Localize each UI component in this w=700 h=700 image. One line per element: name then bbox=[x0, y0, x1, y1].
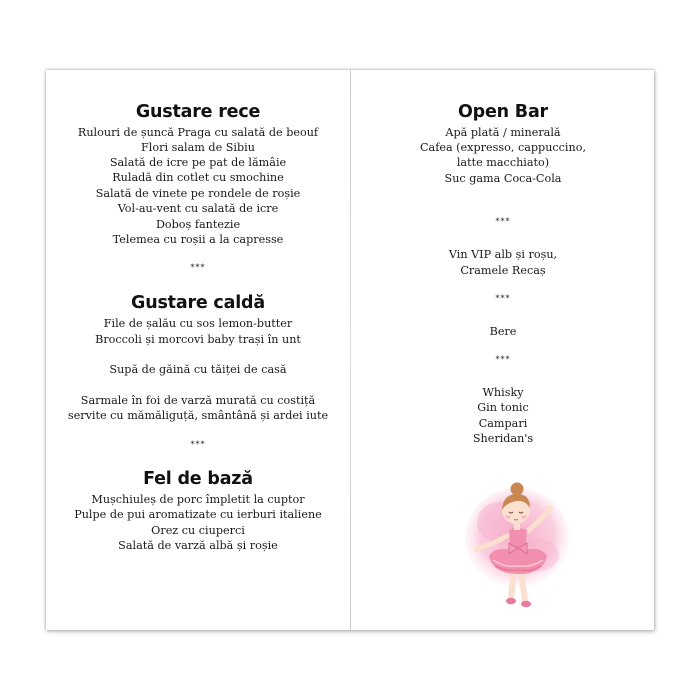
menu-item: Sarmale în foi de varză murată cu costiță bbox=[80, 394, 316, 407]
drink-item: Apă plată / minerală bbox=[445, 126, 561, 139]
menu-item: Supă de găină cu tăiței de casă bbox=[109, 363, 287, 376]
menu-item: Vol-au-vent cu salată de icre bbox=[117, 202, 279, 215]
menu-card bbox=[46, 70, 654, 630]
menu-item: Salată de icre pe pat de lămâie bbox=[109, 156, 287, 169]
separator: *** bbox=[190, 263, 206, 272]
menu-item: Pulpe de pui aromatizate cu ierburi italiene bbox=[74, 508, 322, 521]
left-page bbox=[46, 70, 350, 630]
menu-item: Ruladă din cotlet cu smochine bbox=[112, 171, 284, 184]
section-title-cold-appetizers: Gustare rece bbox=[135, 102, 261, 122]
drink-item: latte macchiato) bbox=[456, 156, 550, 169]
drink-item: Whisky bbox=[482, 386, 524, 399]
drink-item: Campari bbox=[478, 417, 528, 430]
section-title-open-bar: Open Bar bbox=[457, 102, 548, 122]
menu-item: File de șalău cu sos lemon-butter bbox=[103, 317, 293, 330]
drink-item: Gin tonic bbox=[477, 401, 529, 414]
drink-item: Cramele Recaș bbox=[460, 264, 546, 277]
menu-item: Telemea cu roșii a la capresse bbox=[112, 233, 284, 246]
menu-item: servite cu mămăliguță, smântână și ardei iute bbox=[67, 409, 329, 422]
separator: *** bbox=[495, 217, 511, 226]
drink-item: Suc gama Coca-Cola bbox=[444, 172, 562, 185]
section-title-main-course: Fel de bază bbox=[143, 469, 253, 489]
menu-item: Flori salam de Sibiu bbox=[141, 141, 255, 154]
menu-item: Orez cu ciuperci bbox=[151, 524, 245, 537]
ballerina-illustration bbox=[459, 470, 569, 620]
drink-item: Bere bbox=[489, 325, 517, 338]
separator: *** bbox=[495, 355, 511, 364]
menu-item: Mușchiuleș de porc împletit la cuptor bbox=[91, 493, 305, 506]
right-page bbox=[351, 70, 655, 630]
drink-item: Sheridan's bbox=[472, 432, 534, 445]
separator: *** bbox=[495, 294, 511, 303]
menu-item: Broccoli și morcovi baby trași în unt bbox=[95, 333, 301, 346]
drink-item: Cafea (expresso, cappuccino, bbox=[419, 141, 587, 154]
separator: *** bbox=[190, 440, 206, 449]
section-title-warm-appetizers: Gustare caldă bbox=[131, 293, 265, 313]
menu-item: Salată de vinete pe rondele de roșie bbox=[95, 187, 301, 200]
menu-item: Rulouri de șuncă Praga cu salată de beouf bbox=[77, 126, 319, 139]
menu-item: Salată de varză albă și roșie bbox=[118, 539, 278, 552]
menu-item: Doboș fantezie bbox=[155, 218, 241, 231]
drink-item: Vin VIP alb și roșu, bbox=[448, 248, 558, 261]
